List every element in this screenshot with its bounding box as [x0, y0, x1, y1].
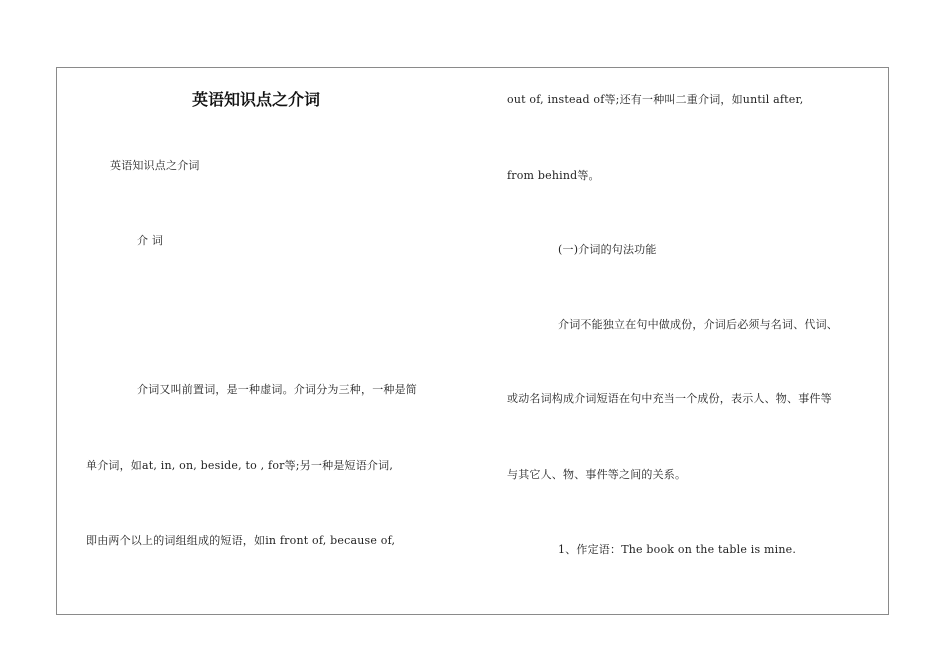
right-paragraph-line-1: out of, instead of等;还有一种叫二重介词，如until after,: [507, 93, 804, 106]
left-paragraph-line-1: 介词又叫前置词，是一种虚词。介词分为三种，一种是简: [137, 383, 417, 396]
left-paragraph-line-3: 即由两个以上的词组组成的短语，如in front of, because of,: [86, 534, 396, 547]
right-paragraph-line-5: 与其它人、物、事件等之间的关系。: [507, 468, 687, 481]
right-section-heading: (一)介词的句法功能: [558, 243, 657, 256]
right-paragraph-line-4: 或动名词构成介词短语在句中充当一个成份，表示人、物、事件等: [507, 392, 832, 405]
left-paragraph-heading: 英语知识点之介词: [110, 159, 200, 172]
left-paragraph-line-2: 单介词，如at, in, on, beside, to , for等;另一种是短语介词,: [86, 459, 394, 472]
right-example-line: 1、作定语：The book on the table is mine.: [558, 543, 797, 556]
right-paragraph-line-3: 介词不能独立在句中做成份，介词后必须与名词、代词、: [558, 318, 838, 331]
document-title: 英语知识点之介词: [192, 90, 321, 109]
right-paragraph-line-2: from behind等。: [507, 169, 600, 182]
left-section-heading: 介 词: [137, 234, 164, 247]
page-frame: [56, 67, 889, 615]
